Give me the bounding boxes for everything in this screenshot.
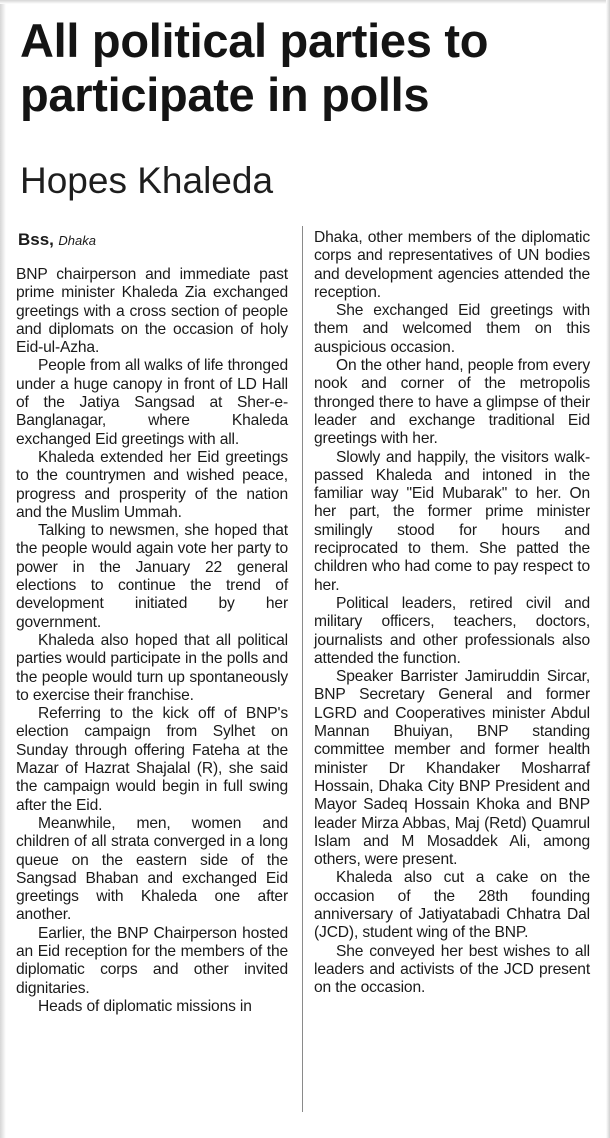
paragraph: Talking to newsmen, she hoped that the people would again vote her party to power in the January 22 general elections to continue the trend of development initiated by her government. [16, 522, 288, 631]
scan-edge-right [606, 0, 610, 1138]
byline-place: Dhaka [58, 233, 96, 248]
paragraph: Khaleda extended her Eid greetings to the countrymen and wished peace, progress and prosperity of the nation and the Muslim Ummah. [16, 448, 288, 521]
article-column-left [16, 266, 288, 1016]
paragraph: People from all walks of life thronged under a huge canopy in front of LD Hall of the Jatiya Sangsad at Sher-e-Banglanagar, where Khaleda exchanged Eid greetings with all. [16, 357, 288, 448]
paragraph: Speaker Barrister Jamiruddin Sircar, BNP Secretary General and former LGRD and Cooperatives minister Abdul Mannan Bhuiyan, BNP standing committee member and former health minister Dr Khandaker Mosharraf Hossain, Dhaka City BNP President and Mayor Sadeq Hossain Khoka and BNP leader Mirza Abbas, Maj (Retd) Quamrul Islam and M Mosaddek Ali, among others, were present. [314, 668, 590, 869]
paragraph: Meanwhile, men, women and children of all strata converged in a long queue on the eastern side of the Sangsad Bhaban and exchanged Eid greetings with Khaleda one after another. [16, 814, 288, 924]
paragraph: BNP chairperson and immediate past prime minister Khaleda Zia exchanged greetings with a cross section of people and diplomats on the occasion of holy Eid-ul-Azha. [16, 266, 288, 357]
byline [18, 229, 96, 252]
subheadline: Hopes Khaleda [20, 160, 274, 201]
paragraph: On the other hand, people from every nook and corner of the metropolis thronged there to have a glimpse of their leader and exchange traditional Eid greetings with her. [314, 357, 590, 448]
paragraph: She exchanged Eid greetings with them and welcomed them on this auspicious occasion. [314, 302, 590, 356]
article-column-right [314, 229, 590, 997]
paragraph: She conveyed her best wishes to all leaders and activists of the JCD present on the occasion. [314, 942, 590, 997]
paragraph: Khaleda also cut a cake on the occasion of the 28th founding anniversary of Jatiyatabadi Chhatra Dal (JCD), student wing of the BNP. [314, 869, 590, 942]
column-divider [302, 226, 303, 1112]
paragraph: Dhaka, other members of the diplomatic corps and representatives of UN bodies and development agencies attended the reception. [314, 229, 590, 301]
paragraph: Khaleda also hoped that all political parties would participate in the polls and the people would turn up spontaneously to exercise their franchise. [16, 631, 288, 704]
paragraph: Heads of diplomatic missions in [38, 997, 252, 1015]
paragraph: Slowly and happily, the visitors walk-passed Khaleda and intoned in the familiar way "Eid Mubarak" to her. On her part, the former prime minister smilingly stood for hours and reciprocated to them. She patted the children who had come to pay respect to her. [314, 448, 590, 594]
paragraph: Political leaders, retired civil and military officers, teachers, doctors, journalists and other professionals also attended the function. [314, 594, 590, 667]
byline-agency: Bss, [18, 230, 54, 249]
headline: All political parties to participate in polls [20, 14, 489, 121]
paragraph: Referring to the kick off of BNP's election campaign from Sylhet on Sunday through offering Fateha at the Mazar of Hazrat Shajalal (R), she said the campaign would begin in full swing after the Eid. [16, 705, 288, 814]
scan-edge-left [0, 0, 6, 1138]
paragraph: Earlier, the BNP Chairperson hosted an Eid reception for the members of the diplomatic corps and other invited dignitaries. [16, 924, 288, 997]
scan-edge-top [0, 0, 610, 4]
